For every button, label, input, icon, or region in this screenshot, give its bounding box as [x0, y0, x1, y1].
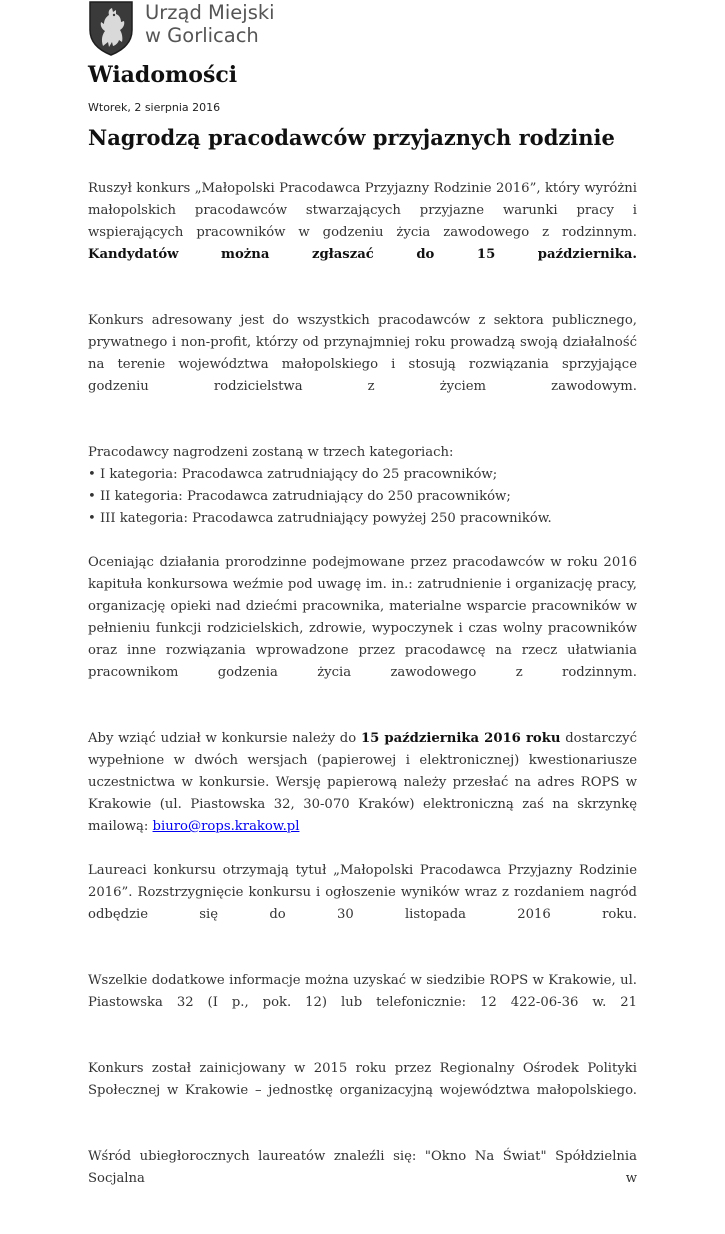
site-header: [88, 0, 275, 58]
article-headline: Nagrodzą pracodawców przyjaznych rodzinie: [88, 125, 615, 150]
article-date: Wtorek, 2 sierpnia 2016: [88, 101, 221, 114]
participation-after: dostarczyć wypełnione w dwóch wersjach (papierowej i elektronicznej) kwestionariusze uczestnictwa w konkursie. Wersję papierową należy przesłać na adres ROPS w Krakowie (ul. Piastowska 32, 30-070 Kraków) elektroniczną zaś na skrzynkę mailową:: [88, 731, 637, 834]
article-body: [88, 178, 637, 1234]
category-item-1: • I kategoria: Pracodawca zatrudniający do 25 pracowników;: [88, 467, 498, 482]
paragraph-origin: Konkurs został zainicjowany w 2015 roku przez Regionalny Ośrodek Polityki Społecznej w Krakowie – jednostkę organizacyjną województwa małopolskiego.: [88, 1061, 637, 1098]
paragraph-laureates: Laureaci konkursu otrzymają tytuł „Małopolski Pracodawca Przyjazny Rodzinie 2016”. Rozstrzygnięcie konkursu i ogłoszenie wyników wraz z rozdaniem nagród odbędzie się do 30 listopada 2016 roku.: [88, 863, 637, 922]
org-line-2: w Gorlicach: [145, 24, 259, 47]
category-item-3: • III kategoria: Pracodawca zatrudniający powyżej 250 pracowników.: [88, 511, 552, 526]
gorlice-coat-of-arms-icon: [88, 0, 134, 56]
paragraph-contact: Wszelkie dodatkowe informacje można uzyskać w siedzibie ROPS w Krakowie, ul. Piastowska 32 (I p., pok. 12) lub telefonicznie: 12 422-06-36 w. 21: [88, 973, 637, 1010]
paragraph-participation: [88, 728, 637, 838]
organization-name: [145, 1, 275, 47]
participation-deadline: 15 października 2016 roku: [360, 731, 561, 746]
paragraph-previous-winners: Wśród ubiegłorocznych laureatów znaleźli się: "Okno Na Świat" Spółdzielnia Socjalna w: [88, 1149, 637, 1186]
email-link[interactable]: biuro@rops.krakow.pl: [152, 819, 300, 834]
org-line-1: Urząd Miejski: [145, 1, 275, 24]
paragraph-audience: Konkurs adresowany jest do wszystkich pracodawców z sektora publicznego, prywatnego i non-profit, którzy od przynajmniej roku prowadzą swoją działalność na terenie województwa małopolskiego i stosują rozwiązania sprzyjające godzeniu rodzicielstwa z życiem zawodowym.: [88, 313, 637, 394]
paragraph-intro: [88, 178, 637, 288]
deadline-bold: Kandydatów można zgłaszać do 15 października.: [88, 247, 637, 262]
category-item-2: • II kategoria: Pracodawca zatrudniający do 250 pracowników;: [88, 489, 511, 504]
categories-list: [88, 442, 637, 530]
participation-before: Aby wziąć udział w konkursie należy do: [88, 731, 357, 746]
paragraph-criteria: Oceniając działania prorodzinne podejmowane przez pracodawców w roku 2016 kapituła konkursowa weźmie pod uwagę im. in.: zatrudnienie i organizację pracy, organizację opieki nad dziećmi pracownika, materialne wsparcie pracowników w pełnieniu funkcji rodzicielskich, zdrowie, wypoczynek i czas wolny pracowników oraz inne rozwiązania wprowadzone przez pracodawcę na rzecz ułatwiania pracownikom godzenia życia zawodowego z rodzinnym.: [88, 555, 637, 680]
intro-text: Ruszył konkurs „Małopolski Pracodawca Przyjazny Rodzinie 2016”, który wyróżni małopolskich pracodawców stwarzających przyjazne warunki pracy i wspierających pracowników w godzeniu życia zawodowego z rodzinnym.: [88, 181, 637, 240]
section-title: Wiadomości: [88, 62, 238, 88]
categories-intro: Pracodawcy nagrodzeni zostaną w trzech kategoriach:: [88, 445, 454, 460]
